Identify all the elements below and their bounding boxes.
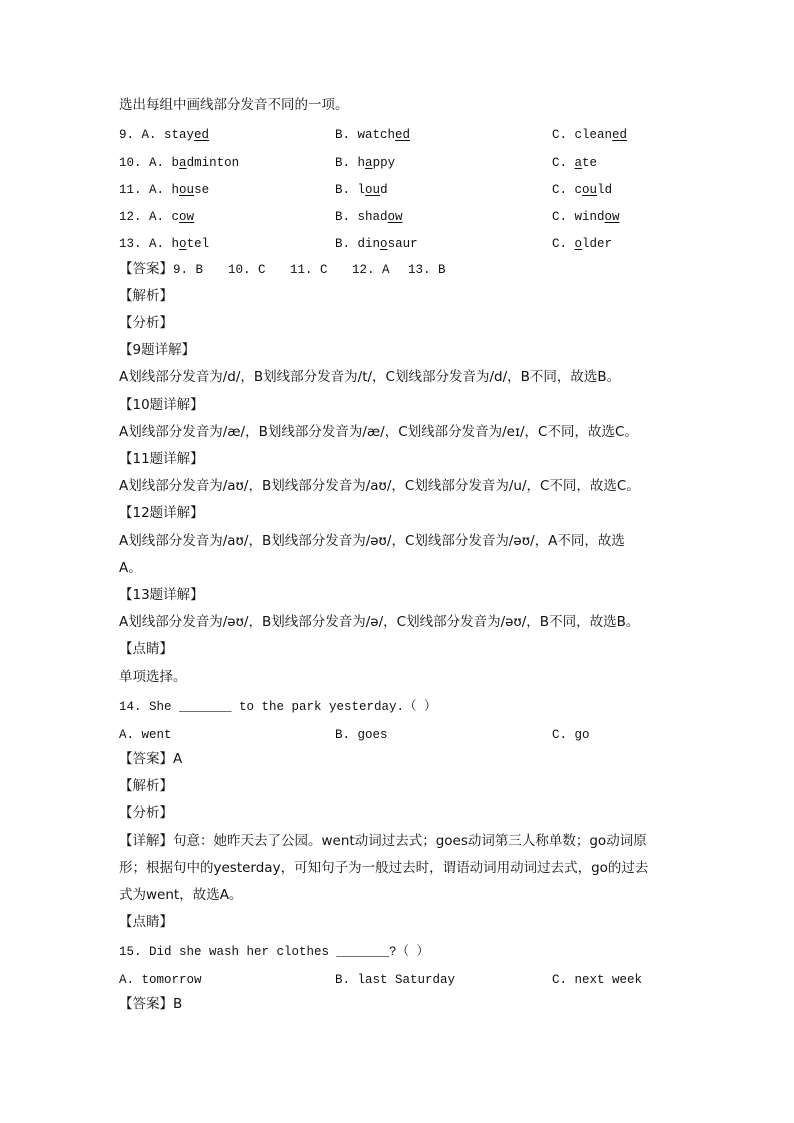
option-label: C. [552,156,568,170]
option-b [335,235,418,253]
underlined-letters: ou [365,183,381,197]
option-c [552,126,627,144]
answer-item: 10. C [228,263,266,277]
option-label: 11. A. [119,183,165,197]
q14-answer: 【答案】A [119,751,183,767]
dianjing-heading: 【点睛】 [119,641,173,657]
underlined-letters: ou [582,183,598,197]
option-c [552,154,597,172]
underlined-letters: ow [179,210,195,224]
option-a [119,154,239,172]
word-part: h [171,183,180,197]
option-b [335,208,403,226]
q15-answer: 【答案】B [119,996,183,1012]
option-label: 9. A. [119,128,157,142]
underlined-letters: a [574,156,583,170]
underlined-letters: ed [395,128,411,142]
option-c [552,208,620,226]
word-part: h [357,156,366,170]
option-label: 12. A. [119,210,165,224]
word-part: se [194,183,210,197]
section-title: 单项选择。 [119,669,187,685]
option-label: 13. A. [119,237,165,251]
option-label: B. [335,156,351,170]
underlined-letters: ed [194,128,210,142]
word-part: lder [582,237,613,251]
q14-fenxi: 【分析】 [119,805,173,821]
option-b [335,181,388,199]
q14-jiexi: 【解析】 [119,778,173,794]
q15-options [119,971,679,989]
option-label: B. [335,183,351,197]
option-a [119,126,209,144]
word-part: saur [387,237,418,251]
q15-option-a: A. tomorrow [119,973,202,987]
answer-item: 11. C [290,263,328,277]
q14-option-b: B. goes [335,728,388,742]
q14-detail-line3: 式为went，故选A。 [119,887,243,903]
detail-text-12-cont: A。 [119,560,142,576]
option-label: B. [335,210,351,224]
answer-item: 12. A [352,263,390,277]
phonics-question-row [119,126,679,144]
option-a [119,235,209,253]
word-part: tel [186,237,210,251]
phonics-question-row [119,208,679,226]
word-part: shad [357,210,388,224]
detail-text-12: A划线部分发音为/aʊ/，B划线部分发音为/əʊ/，C划线部分发音为/əʊ/，A不同，故选 [119,533,625,549]
option-b [335,126,410,144]
word-part: c [171,210,180,224]
q14-options [119,726,679,744]
underlined-letters: ou [179,183,195,197]
word-part: c [574,183,583,197]
word-part: b [171,156,180,170]
option-label: C. [552,237,568,251]
option-label: B. [335,237,351,251]
underlined-letters: o [380,237,388,251]
word-part: ld [597,183,613,197]
option-label: 10. A. [119,156,165,170]
word-part: dminton [186,156,240,170]
q14-option-a: A. went [119,728,172,742]
word-part: clean [574,128,613,142]
q15-stem: 15. Did she wash her clothes _______?（ ） [119,945,430,959]
word-part: d [380,183,388,197]
word-part: wind [574,210,605,224]
detail-title-10: 【10题详解】 [119,397,204,413]
underlined-letters: ow [387,210,403,224]
q14-stem: 14. She _______ to the park yesterday.（ ） [119,700,437,714]
word-part: ppy [372,156,396,170]
underlined-letters: o [179,237,187,251]
option-label: C. [552,128,568,142]
phonics-question-row [119,154,679,172]
q14-detail-line1: 【详解】句意：她昨天去了公园。went动词过去式；goes动词第三人称单数；go动词原 [119,833,647,849]
option-label: C. [552,210,568,224]
option-c [552,235,612,253]
instruction: 选出每组中画线部分发音不同的一项。 [119,97,349,113]
underlined-letters: o [574,237,583,251]
phonics-question-row [119,181,679,199]
q15-option-b: B. last Saturday [335,973,456,987]
detail-title-13: 【13题详解】 [119,587,204,603]
option-b [335,154,395,172]
option-a [119,208,194,226]
detail-text-11: A划线部分发音为/aʊ/，B划线部分发音为/aʊ/，C划线部分发音为/u/，C不同，故选C。 [119,478,640,494]
detail-text-10: A划线部分发音为/æ/，B划线部分发音为/æ/，C划线部分发音为/eɪ/，C不同，故选C。 [119,424,638,440]
word-part: stay [164,128,195,142]
option-label: B. [335,128,351,142]
underlined-letters: ed [612,128,628,142]
q14-detail-line2: 形；根据句中的yesterday，可知句子为一般过去时，谓语动词用动词过去式，go的过去 [119,860,649,876]
answer-item: 13. B [408,263,446,277]
word-part: l [357,183,366,197]
detail-title-9: 【9题详解】 [119,342,196,358]
option-c [552,181,612,199]
detail-text-13: A划线部分发音为/əʊ/，B划线部分发音为/ə/，C划线部分发音为/əʊ/，B不同，故选B。 [119,614,640,630]
detail-text-9: A划线部分发音为/d/，B划线部分发音为/t/，C划线部分发音为/d/，B不同，故选B。 [119,369,621,385]
option-a [119,181,209,199]
word-part: watch [357,128,396,142]
detail-title-12: 【12题详解】 [119,505,204,521]
q15-option-c: C. next week [552,973,643,987]
word-part: din [357,237,381,251]
answer-item: 9. B [173,263,204,277]
fenxi-heading: 【分析】 [119,315,173,331]
jiexi-heading: 【解析】 [119,288,173,304]
q14-dianjing: 【点睛】 [119,914,173,930]
answer-row-9-13 [119,260,446,279]
phonics-question-row [119,235,679,253]
detail-title-11: 【11题详解】 [119,451,204,467]
option-label: C. [552,183,568,197]
answer-label: 【答案】 [119,261,173,277]
underlined-letters: a [179,156,187,170]
word-part: te [582,156,598,170]
underlined-letters: a [365,156,373,170]
q14-option-c: C. go [552,728,590,742]
word-part: h [171,237,180,251]
underlined-letters: ow [604,210,620,224]
